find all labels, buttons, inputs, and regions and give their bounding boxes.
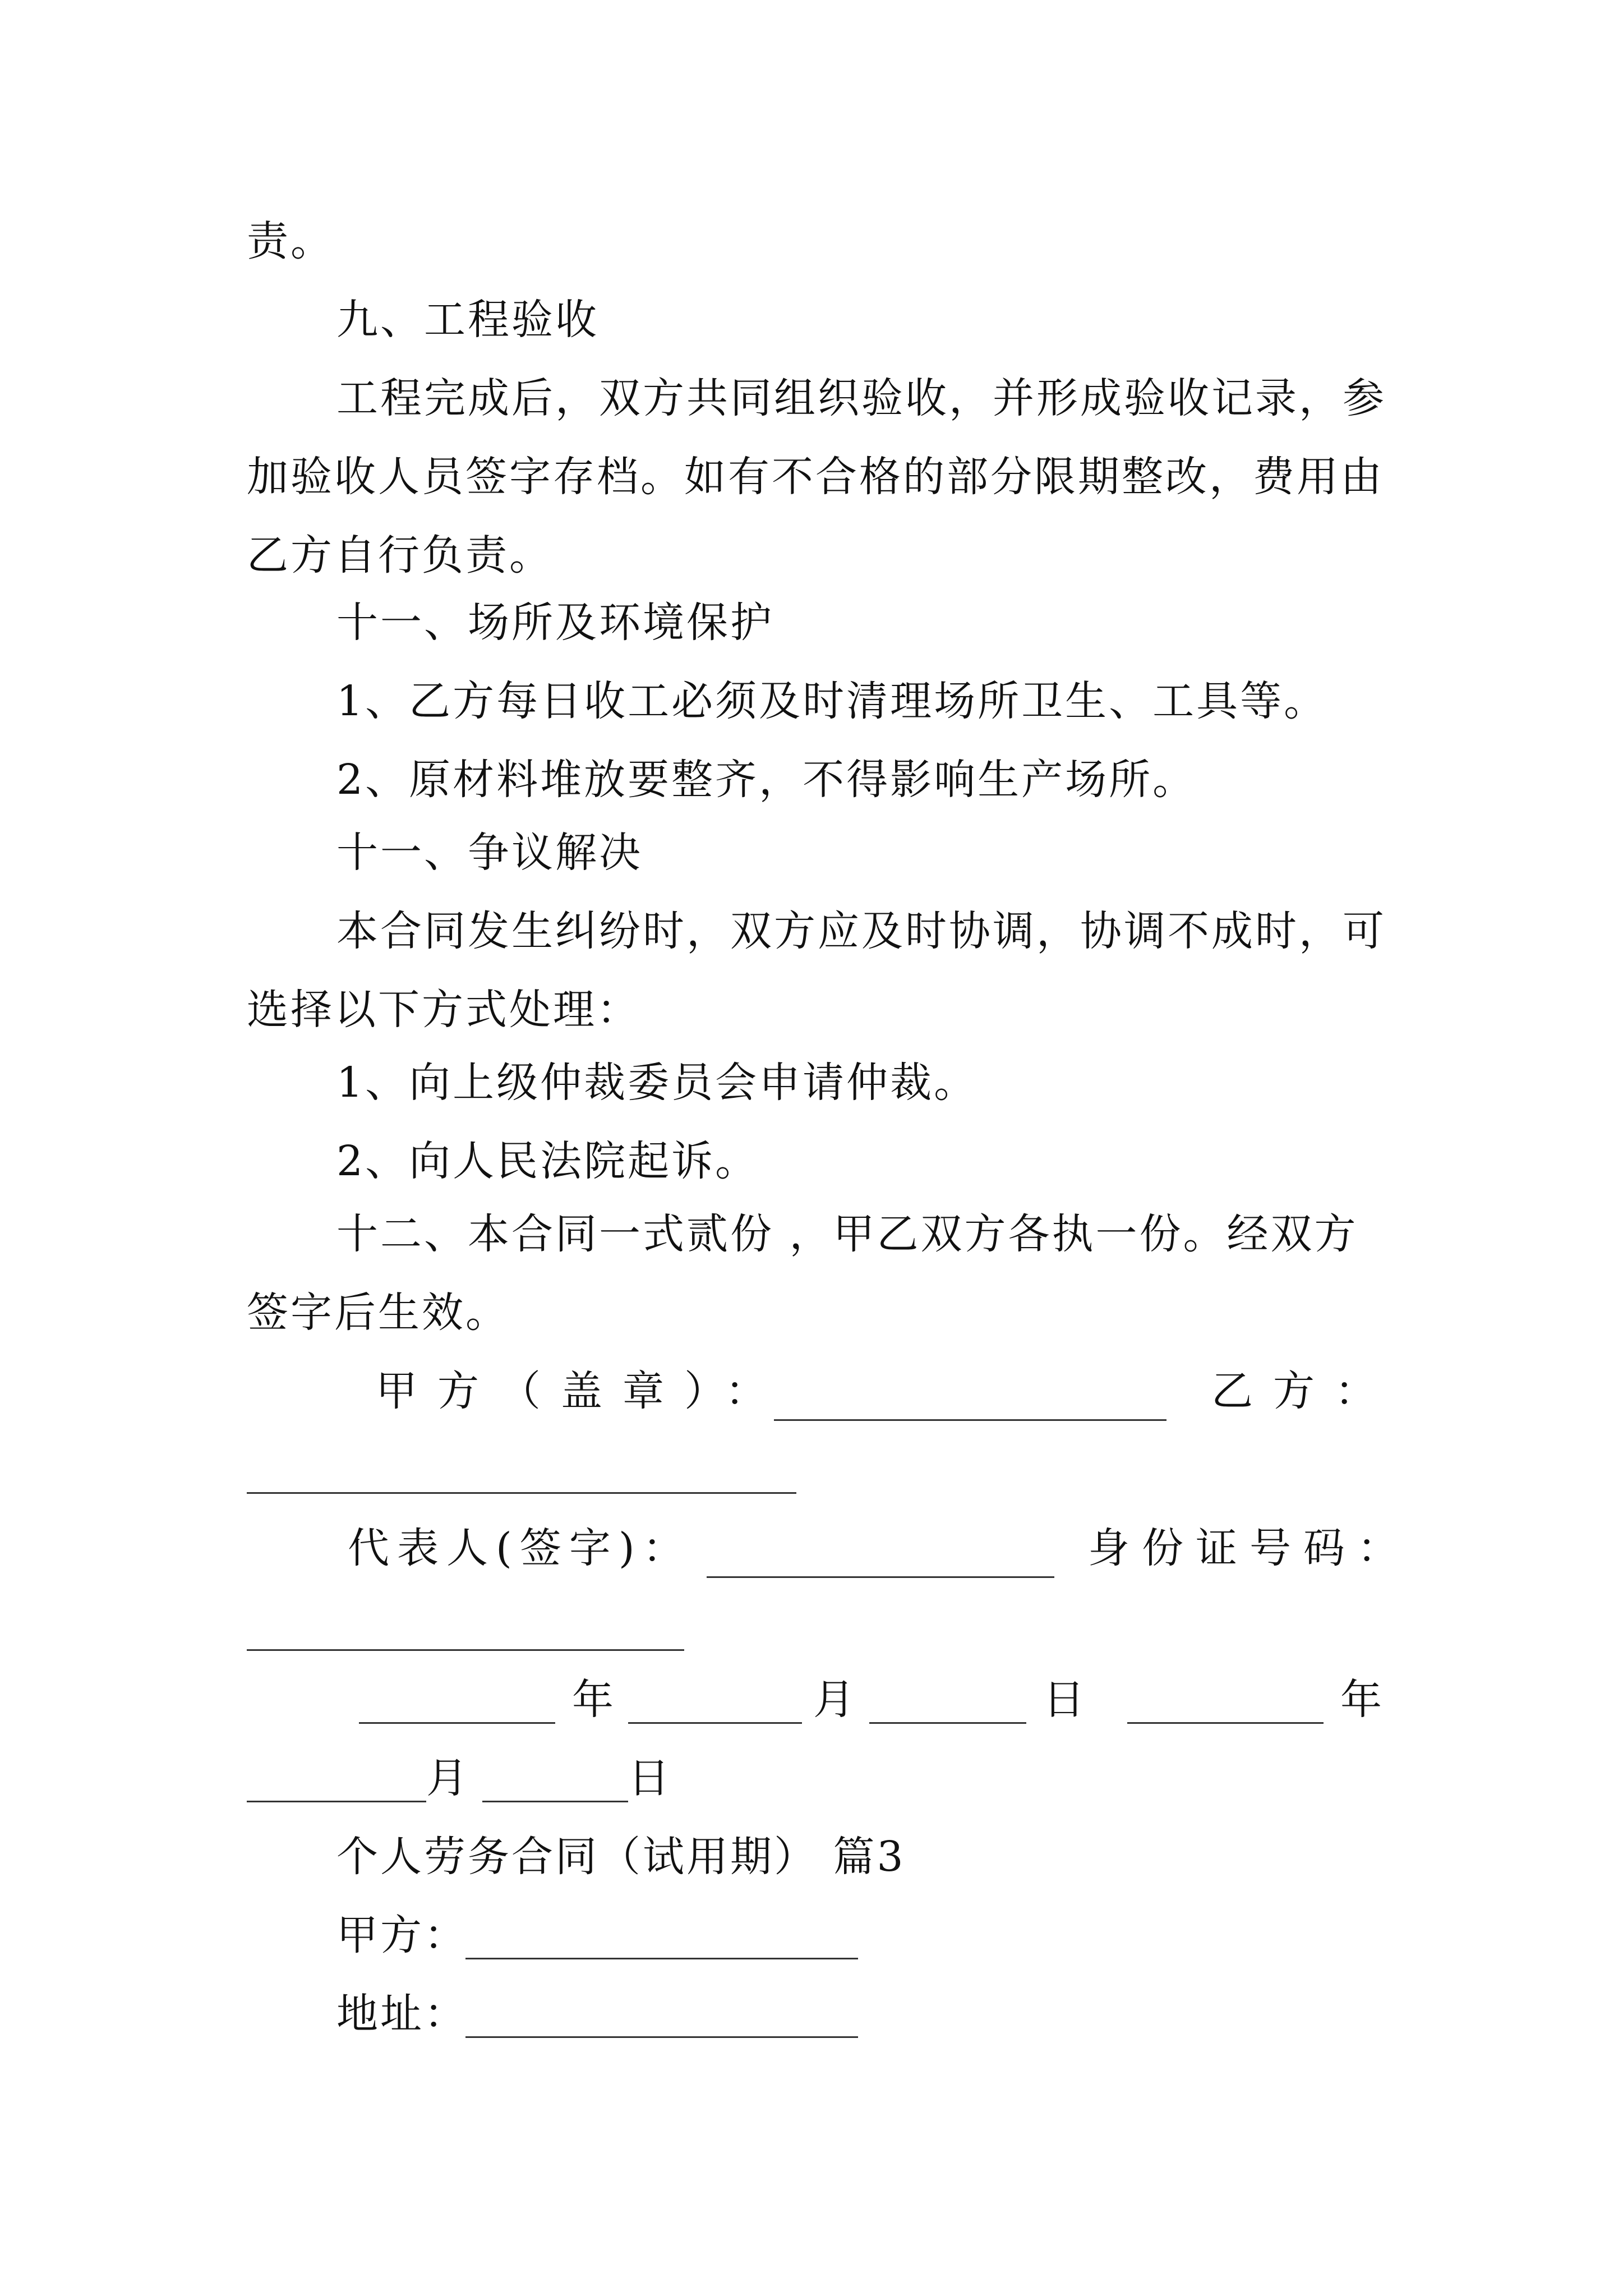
text-line: 1、向上级仲裁委员会申请仲裁。 — [336, 1059, 978, 1107]
text-line: 1、乙方每日收工必须及时清理场所卫生、工具等。 — [336, 677, 1328, 725]
text-line: 2、向人民法院起诉。 — [336, 1137, 759, 1185]
month-label: 月 — [813, 1676, 857, 1724]
date-day-blank-b[interactable] — [482, 1767, 628, 1802]
id-number-label: 身份证号码： — [1088, 1524, 1411, 1572]
representative-blank[interactable] — [707, 1543, 1054, 1578]
text-line: 加验收人员签字存档。如有不合格的部分限期整改，费用由 — [247, 453, 1384, 501]
text-line: 签字后生效。 — [247, 1289, 509, 1337]
next-party-a-label: 甲方： — [336, 1911, 468, 1959]
party-a-seal-label: 甲方（盖章）： — [376, 1367, 787, 1415]
text-line: 责。 — [247, 217, 334, 265]
party-b-label: 乙方： — [1211, 1367, 1396, 1415]
text-line: 工程完成后，双方共同组织验收，并形成验收记录，参 — [336, 374, 1386, 422]
address-blank[interactable] — [465, 2003, 858, 2038]
month-label: 月 — [426, 1754, 470, 1802]
date-day-blank-a[interactable] — [869, 1688, 1026, 1724]
date-month-blank-a[interactable] — [628, 1688, 802, 1724]
year-label: 年 — [572, 1676, 616, 1724]
date-month-blank-b[interactable] — [247, 1767, 426, 1802]
day-label: 日 — [628, 1754, 672, 1802]
representative-label: 代表人(签字)： — [348, 1524, 692, 1572]
day-label: 日 — [1043, 1676, 1087, 1724]
date-year-blank-a[interactable] — [359, 1688, 555, 1724]
year-label: 年 — [1340, 1676, 1384, 1724]
date-year-blank-b[interactable] — [1127, 1688, 1324, 1724]
id-number-blank[interactable] — [247, 1616, 684, 1651]
text-line: 选择以下方式处理： — [247, 986, 640, 1034]
party-a-blank[interactable] — [774, 1386, 1166, 1421]
section-heading: 十一、场所及环境保护 — [336, 599, 774, 647]
text-line: 十二、本合同一式贰份 ，甲乙双方各执一份。经双方 — [336, 1210, 1358, 1258]
section-heading: 九、工程验收 — [336, 296, 599, 344]
section-heading: 十一、争议解决 — [336, 829, 643, 877]
contract-title: 个人劳务合同（试用期） 篇3 — [336, 1833, 906, 1881]
text-line: 乙方自行负责。 — [247, 531, 553, 579]
address-label: 地址： — [336, 1990, 468, 2038]
text-line: 2、原材料堆放要整齐，不得影响生产场所。 — [336, 756, 1197, 804]
party-b-blank[interactable] — [247, 1458, 796, 1494]
text-line: 本合同发生纠纷时，双方应及时协调，协调不成时，可 — [336, 907, 1386, 955]
next-party-a-blank[interactable] — [465, 1924, 858, 1959]
